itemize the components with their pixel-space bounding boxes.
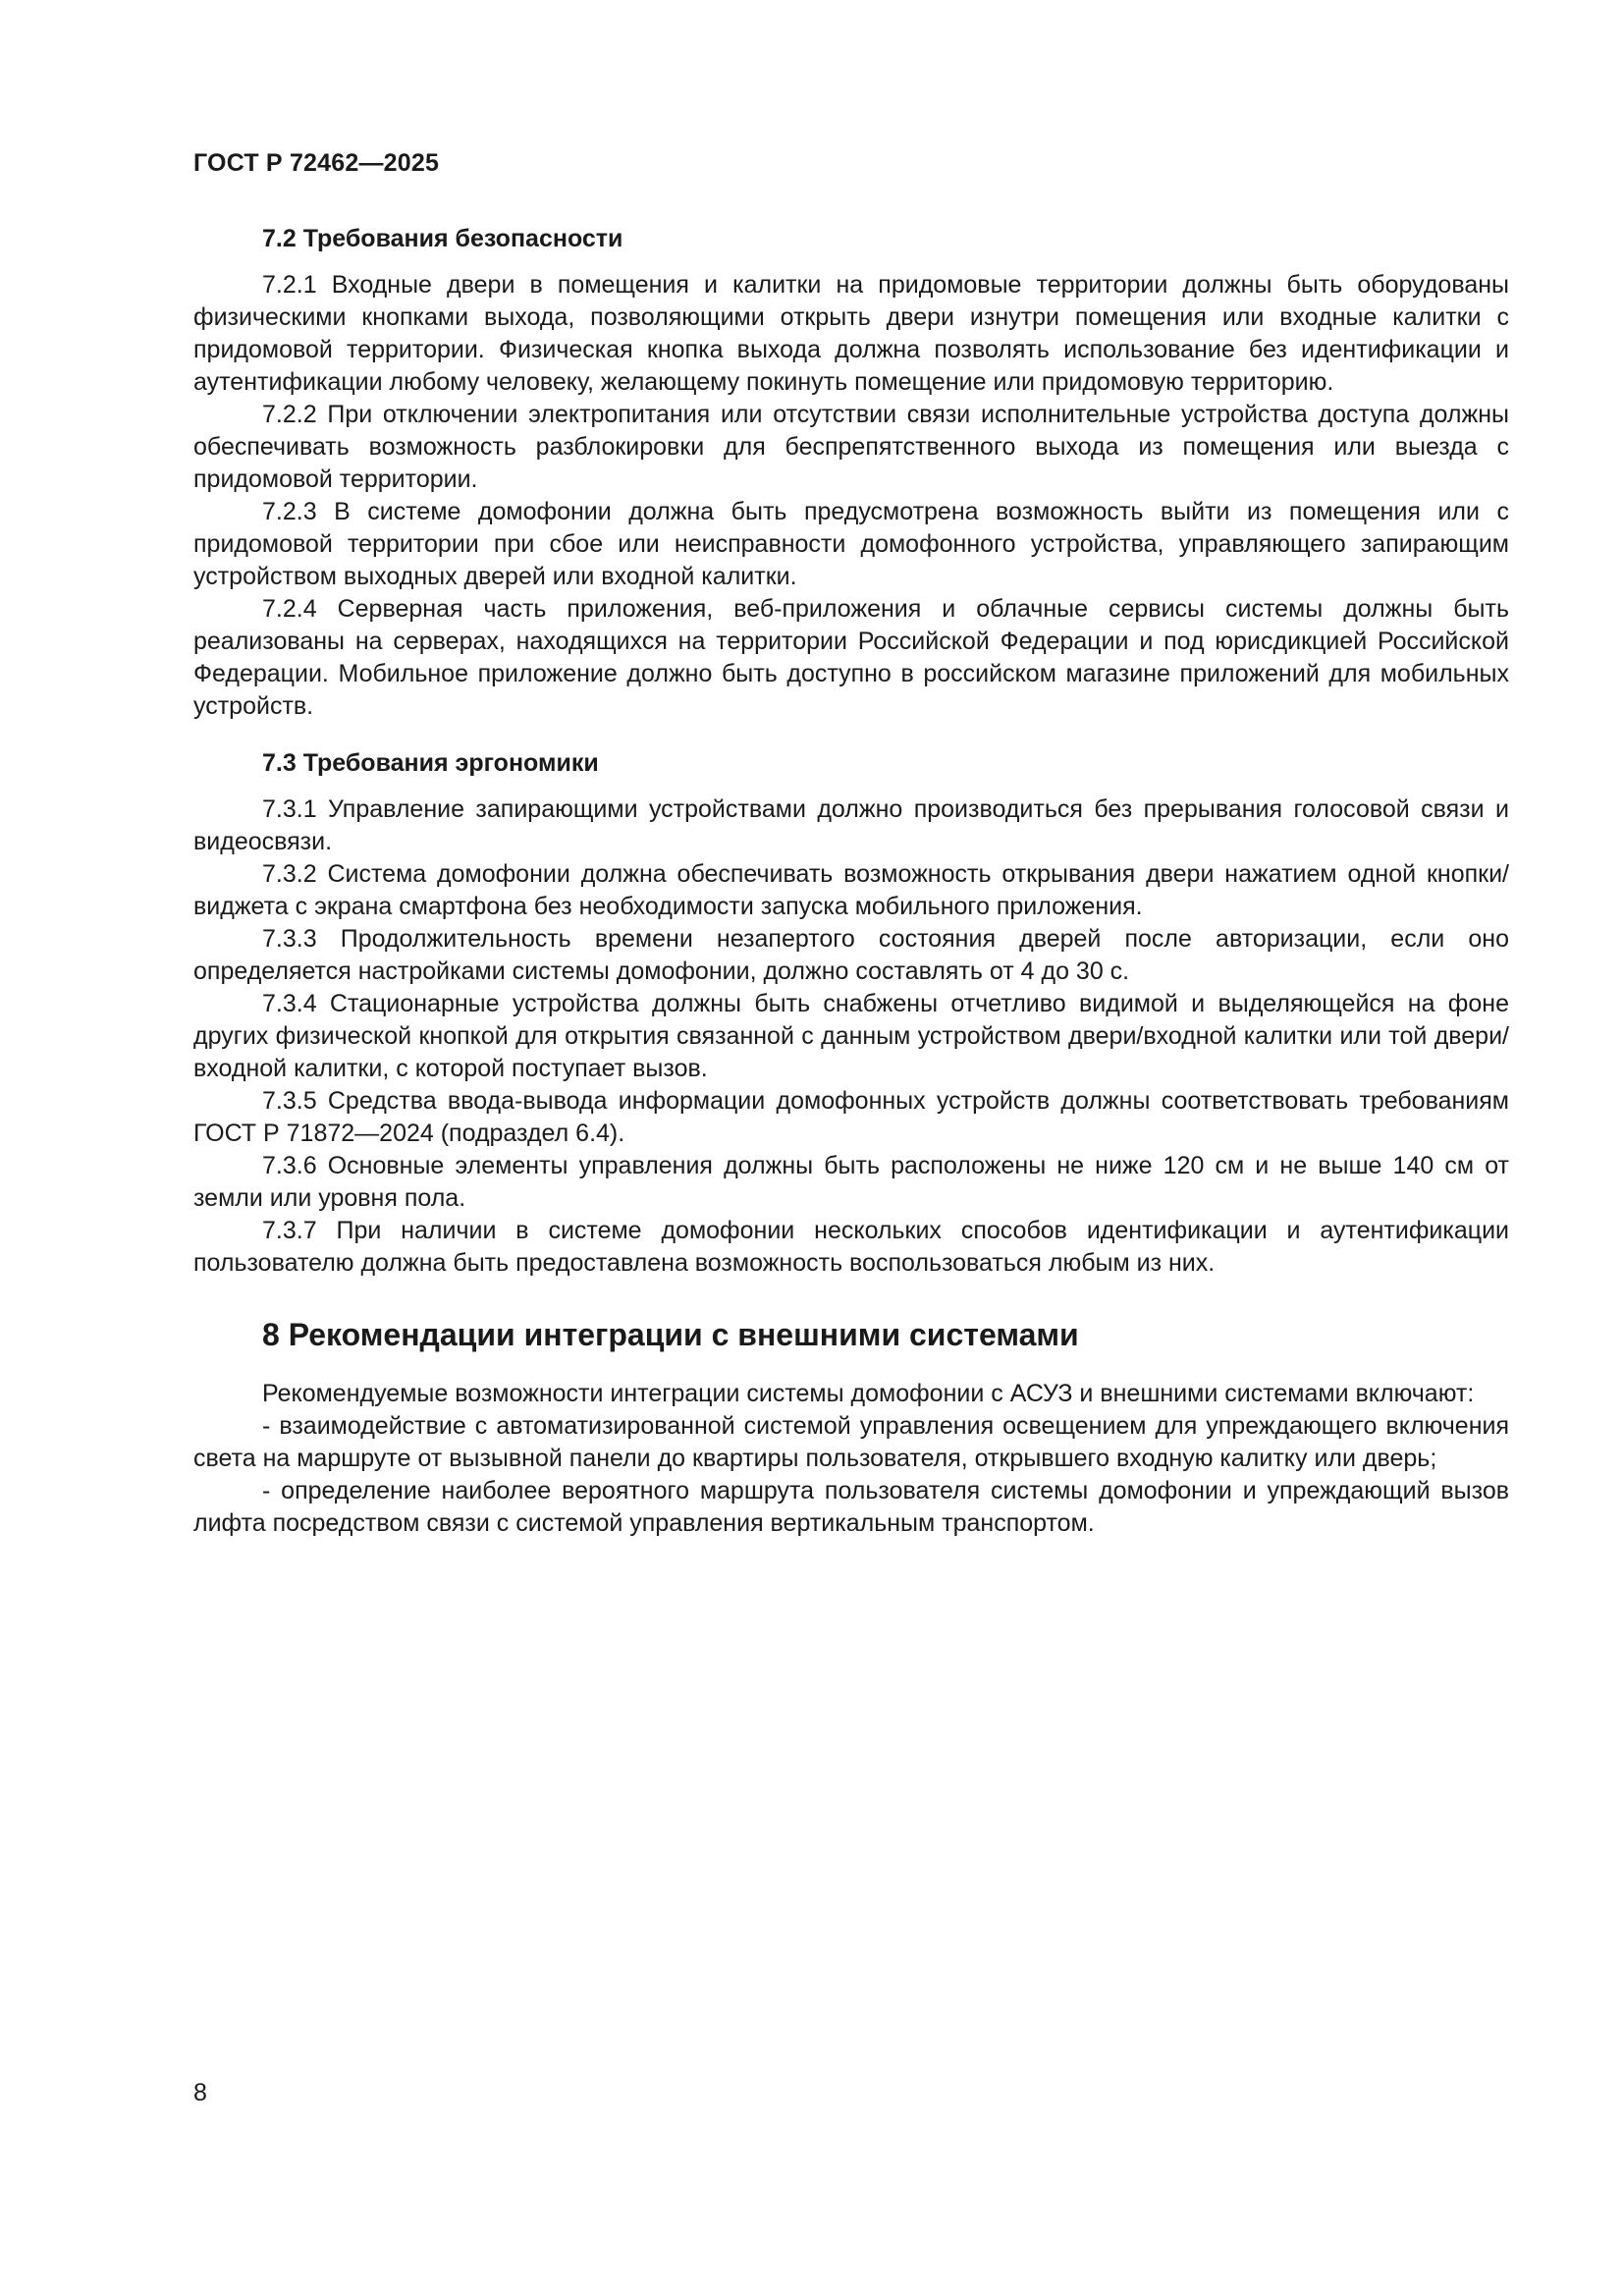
paragraph-7-3-7: 7.3.7 При наличии в системе домофонии нескольких способов идентификации и аутентификации пользователю должна быть предоставлена возможность воспользоваться любым из них. (193, 1217, 1509, 1277)
paragraph-7-2-2: 7.2.2 При отключении электропитания или отсутствии связи исполнительные устройства доступа должны обеспечивать возможность разблокировки для беспрепятственного выхода из помещения или выезда с придомовой территории. (193, 401, 1509, 493)
paragraph-7-3-3: 7.3.3 Продолжительность времени незапертого состояния дверей после авторизации, если оно определяется настройками системы домофонии, должно составлять от 4 до 30 с. (193, 925, 1509, 985)
paragraph-7-2-3: 7.2.3 В системе домофонии должна быть предусмотрена возможность выйти из помещения или с придомовой территории при сбое или неисправности домофонного устройства, управляющего запирающим устройством выходных дверей или входной калитки. (193, 498, 1509, 590)
paragraph-7-3-4: 7.3.4 Стационарные устройства должны быть снабжены отчетливо видимой и выделяющейся на фоне других физической кнопкой для открытия связанной с данным устройством двери/входной калитки или той двери/входной калитки, с которой поступает вызов. (193, 990, 1509, 1082)
paragraph-7-2-4: 7.2.4 Серверная часть приложения, веб-приложения и облачные сервисы системы должны быть реализованы на серверах, находящихся на территории Российской Федерации и под юрисдикцией Российской Федерации. Мобильное приложение должно быть доступно в российском магазине приложений для мобильных устройств. (193, 595, 1509, 720)
section-7-2-heading: 7.2 Требования безопасности (262, 225, 623, 252)
paragraph-7-3-1: 7.3.1 Управление запирающими устройствами должно производиться без прерывания голосовой связи и видеосвязи. (193, 795, 1509, 855)
paragraph-7-3-6: 7.3.6 Основные элементы управления должны быть расположены не ниже 120 см и не выше 140 см от земли или уровня пола. (193, 1152, 1509, 1212)
document-code: ГОСТ Р 72462—2025 (193, 149, 440, 177)
paragraph-7-3-2: 7.3.2 Система домофонии должна обеспечивать возможность открывания двери нажатием одной кнопки/виджета с экрана смартфона без необходимости запуска мобильного приложения. (193, 860, 1509, 920)
paragraph-8-intro: Рекомендуемые возможности интеграции системы домофонии с АСУЗ и внешними системами включают: (262, 1380, 1475, 1407)
section-8-heading: 8 Рекомендации интеграции с внешними системами (262, 1317, 1079, 1352)
list-item-elevator: - определение наиболее вероятного маршрута пользователя системы домофонии и упреждающий вызов лифта посредством связи с системой управления вертикальным транспортом. (193, 1477, 1509, 1537)
paragraph-7-2-1: 7.2.1 Входные двери в помещения и калитки на придомовые территории должны быть оборудованы физическими кнопками выхода, позволяющими открыть двери изнутри помещения или входные калитки с придомовой территории. Физическая кнопка выхода должна позволять использование без идентификации и аутентификации любому человеку, желающему покинуть помещение или придомовую территорию. (193, 271, 1509, 396)
list-item-lighting: - взаимодействие с автоматизированной системой управления освещением для упреждающего включения света на маршруте от вызывной панели до квартиры пользователя, открывшего входную калитку или дверь; (193, 1412, 1509, 1472)
section-7-3-heading: 7.3 Требования эргономики (262, 749, 599, 777)
paragraph-7-3-5: 7.3.5 Средства ввода-вывода информации домофонных устройств должны соответствовать требованиям ГОСТ Р 71872—2024 (подраздел 6.4). (193, 1087, 1509, 1147)
page-body (193, 222, 1509, 1540)
page-number: 8 (193, 2079, 207, 2106)
